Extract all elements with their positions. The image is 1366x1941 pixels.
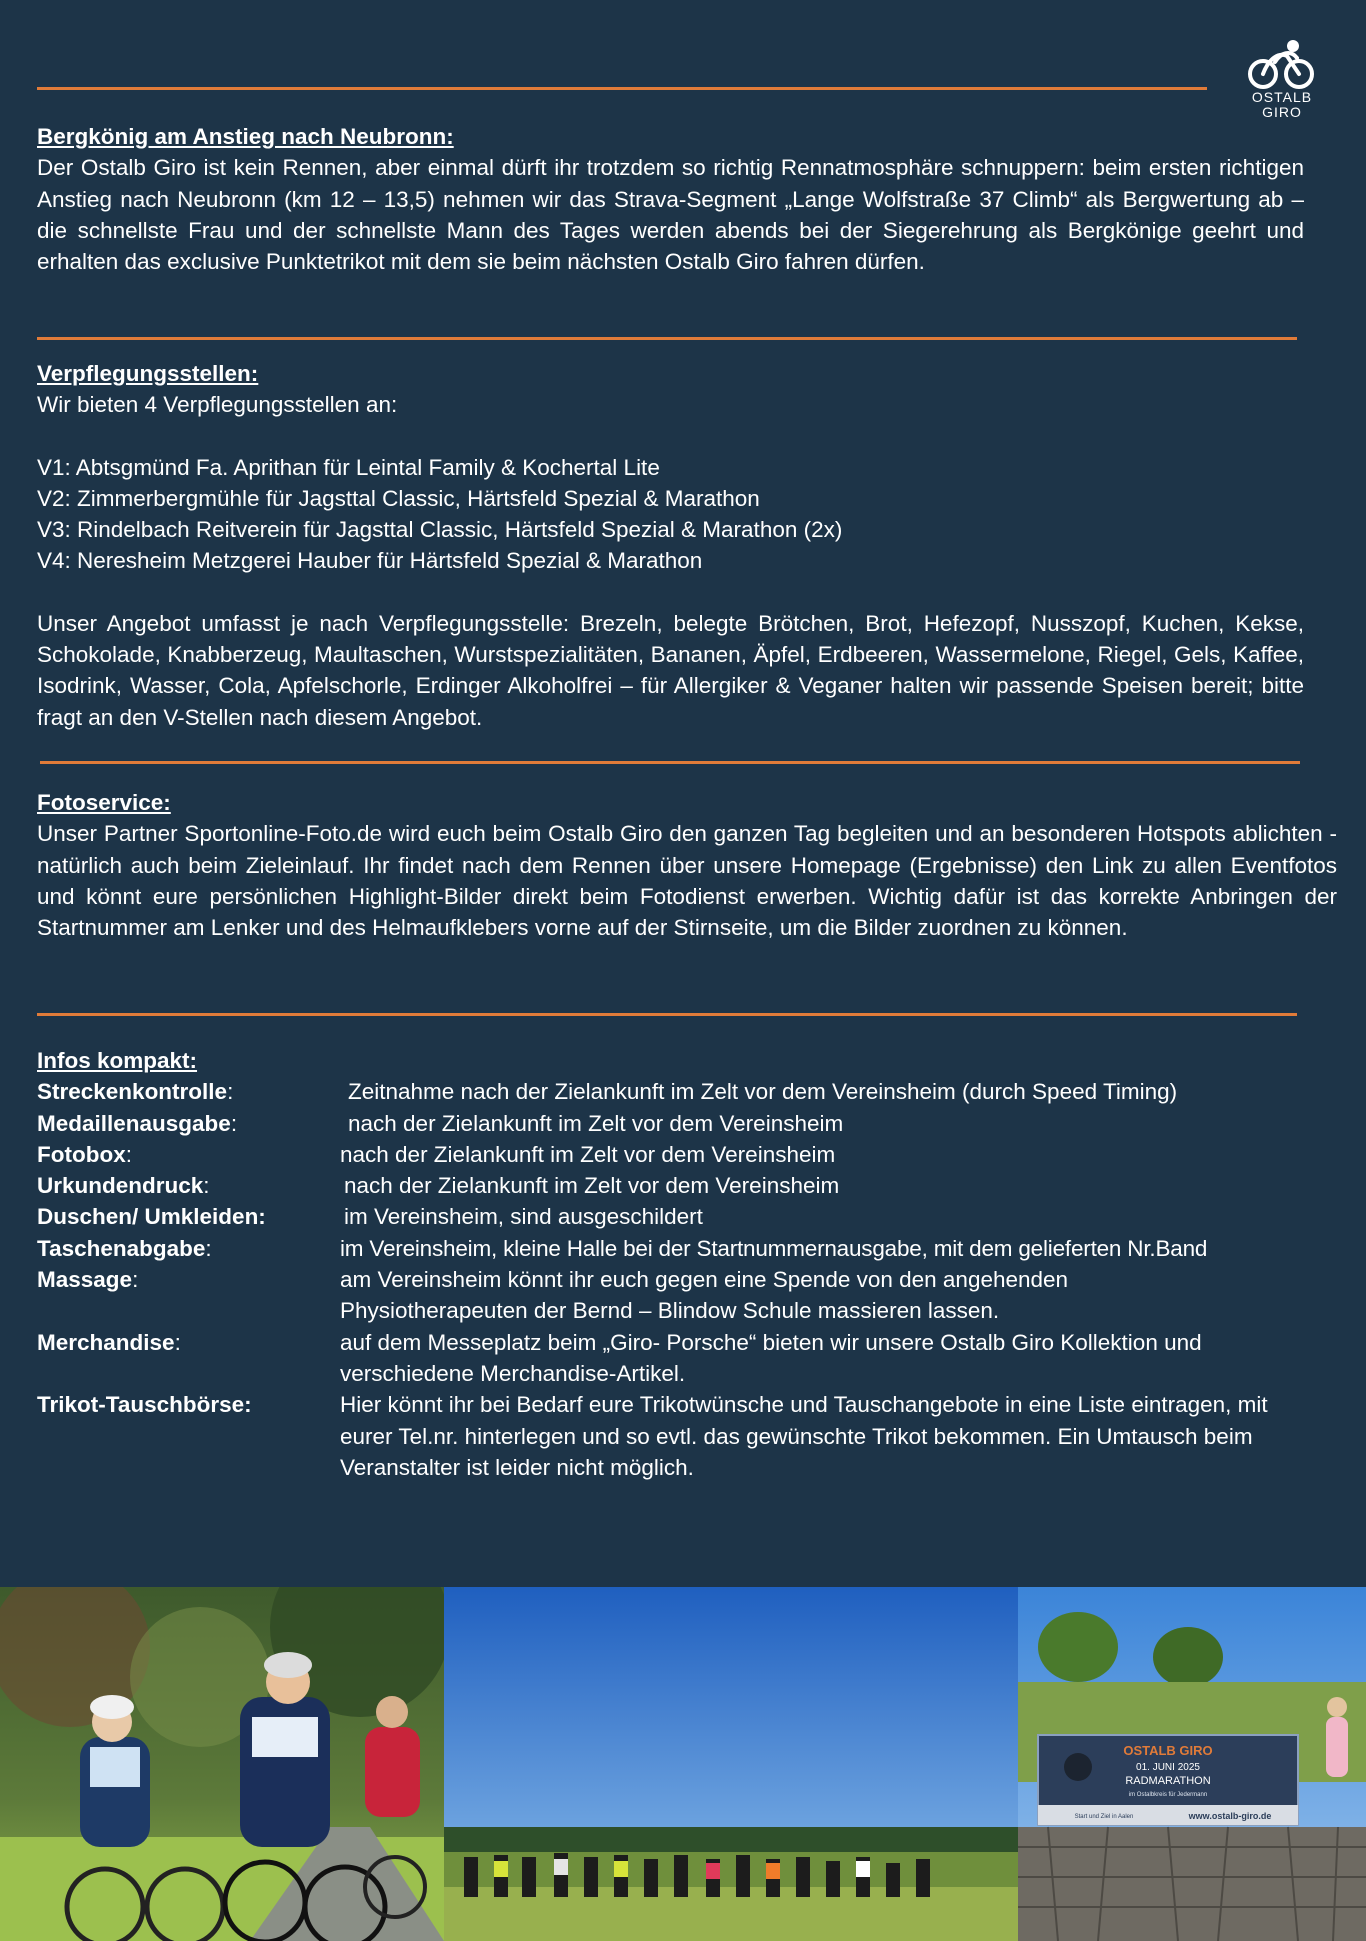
info-key: Duschen/ Umkleiden:	[37, 1204, 266, 1230]
info-key: Streckenkontrolle:	[37, 1079, 234, 1105]
divider-2	[37, 337, 1297, 340]
info-row	[37, 1233, 1337, 1264]
section-bergkoenig	[37, 121, 1304, 277]
divider-4	[37, 1013, 1297, 1016]
info-row	[37, 1201, 1337, 1232]
verpflegung-offer: Unser Angebot umfasst je nach Verpflegungsstelle: Brezeln, belegte Brötchen, Brot, Hefezopf, Nusszopf, Kuchen, Kekse, Schokolade, Knabberzeug, Maultaschen, Wurstspezialitäten, Bananen, Äpfel, Erdbeeren, Wassermelone, Riegel, Gels, Kaffee, Isodrink, Wasser, Cola, Apfelschorle, Erdinger Alkoholfrei – für Allergiker & Veganer halten wir passende Speisen bereit; bitte fragt an den V-Stellen nach diesem Angebot.	[37, 610, 1304, 730]
info-value: im Vereinsheim, kleine Halle bei der Startnummernausgabe, mit dem gelieferten Nr.Band	[340, 1235, 1208, 1261]
info-key: Merchandise:	[37, 1329, 181, 1355]
divider-1	[37, 87, 1207, 90]
infos-heading: Infos kompakt:	[37, 1048, 198, 1073]
info-value: auf dem Messeplatz beim „Giro- Porsche“ bieten wir unsere Ostalb Giro Kollektion und verschiedene Merchandise-Artikel.	[340, 1329, 1202, 1386]
section-verpflegung	[37, 358, 1304, 733]
foto-text: Unser Partner Sportonline-Foto.de wird euch beim Ostalb Giro den ganzen Tag begleiten und an besonderen Hotspots ablichten - natürlich auch beim Zieleinlauf. Ihr findet nach dem Rennen über unsere Homepage (Ergebnisse) den Link zu allen Eventfotos und könnt eure persönlichen Highlight-Bilder direkt beim Fotodienst erwerben. Wichtig dafür ist das korrekte Anbringen der Startnummer am Lenker und des Helmaufklebers vorne auf der Stirnseite, um die Bilder zuordnen zu können.	[37, 821, 1337, 941]
divider-3	[40, 761, 1300, 764]
station-v3: V3: Rindelbach Reitverein für Jagsttal Classic, Härtsfeld Spezial & Marathon (2x)	[37, 517, 843, 543]
verpflegung-intro: Wir bieten 4 Verpflegungsstellen an:	[37, 392, 398, 418]
banner-start: Start und Ziel in Aalen	[1074, 1814, 1134, 1820]
ostalb-giro-logo	[1238, 38, 1326, 120]
station-v1: V1: Abtsgmünd Fa. Aprithan für Leintal Family & Kochertal Lite	[37, 454, 660, 480]
section-fotoservice	[37, 787, 1337, 943]
banner-small: im Ostalbkreis für Jedermann	[1128, 1792, 1208, 1798]
info-value: nach der Zielankunft im Zelt vor dem Vereinsheim	[348, 1110, 844, 1136]
logo-line-1: OSTALB	[1251, 89, 1313, 105]
banner-url: www.ostalb-giro.de	[1188, 1811, 1272, 1821]
foto-heading: Fotoservice:	[37, 790, 171, 815]
info-key: Fotobox:	[37, 1141, 132, 1167]
info-value: im Vereinsheim, sind ausgeschildert	[344, 1204, 703, 1230]
station-v2: V2: Zimmerbergmühle für Jagsttal Classic, Härtsfeld Spezial & Marathon	[37, 485, 760, 511]
info-value: nach der Zielankunft im Zelt vor dem Vereinsheim	[344, 1173, 840, 1199]
info-key: Trikot-Tauschbörse:	[37, 1392, 252, 1418]
verpflegung-heading: Verpflegungsstellen:	[37, 361, 259, 386]
banner-title: OSTALB GIRO	[1123, 1743, 1213, 1758]
info-row	[37, 1076, 1337, 1107]
bergkoenig-heading: Bergkönig am Anstieg nach Neubronn:	[37, 124, 454, 149]
info-row	[37, 1389, 1337, 1483]
info-row	[37, 1327, 1337, 1390]
info-row	[37, 1170, 1337, 1201]
photo-cyclists	[0, 1587, 444, 1941]
photo-strip	[0, 1587, 1366, 1941]
info-key: Medaillenausgabe:	[37, 1110, 238, 1136]
info-key: Massage:	[37, 1267, 139, 1293]
logo-line-2: GIRO	[1262, 104, 1302, 120]
info-row	[37, 1108, 1337, 1139]
banner-subtitle: RADMARATHON	[1125, 1775, 1211, 1787]
photo-banner	[1018, 1587, 1366, 1941]
info-row	[37, 1264, 1337, 1327]
section-infos-kompakt	[37, 1045, 1337, 1483]
photo-group	[444, 1587, 1018, 1941]
info-value: Zeitnahme nach der Zielankunft im Zelt vor dem Vereinsheim (durch Speed Timing)	[348, 1079, 1178, 1105]
station-v4: V4: Neresheim Metzgerei Hauber für Härtsfeld Spezial & Marathon	[37, 548, 703, 574]
info-key: Taschenabgabe:	[37, 1235, 212, 1261]
info-value: nach der Zielankunft im Zelt vor dem Vereinsheim	[340, 1141, 836, 1167]
info-value: Hier könnt ihr bei Bedarf eure Trikotwünsche und Tauschangebote in eine Liste eintragen, mit eurer Tel.nr. hinterlegen und so evtl. das gewünschte Trikot bekommen. Ein Umtausch beim Veranstalter ist leider nicht möglich.	[340, 1392, 1268, 1480]
info-value: am Vereinsheim könnt ihr euch gegen eine Spende von den angehenden Physiotherapeuten der Bernd – Blindow Schule massieren lassen.	[340, 1267, 1069, 1324]
info-key: Urkundendruck:	[37, 1173, 210, 1199]
info-row	[37, 1139, 1337, 1170]
cyclist-logo-icon	[1247, 38, 1317, 90]
bergkoenig-text: Der Ostalb Giro ist kein Rennen, aber einmal dürft ihr trotzdem so richtig Rennatmosphäre schnuppern: beim ersten richtigen Anstieg nach Neubronn (km 12 – 13,5) nehmen wir das Strava-Segment „Lange Wolfstraße 37 Climb“ als Bergwertung ab – die schnellste Frau und der schnellste Mann des Tages werden abends bei der Siegerehrung als Bergkönige geehrt und erhalten das exclusive Punktetrikot mit dem sie beim nächsten Ostalb Giro fahren dürfen.	[37, 155, 1304, 275]
banner-date: 01. JUNI 2025	[1136, 1762, 1200, 1773]
